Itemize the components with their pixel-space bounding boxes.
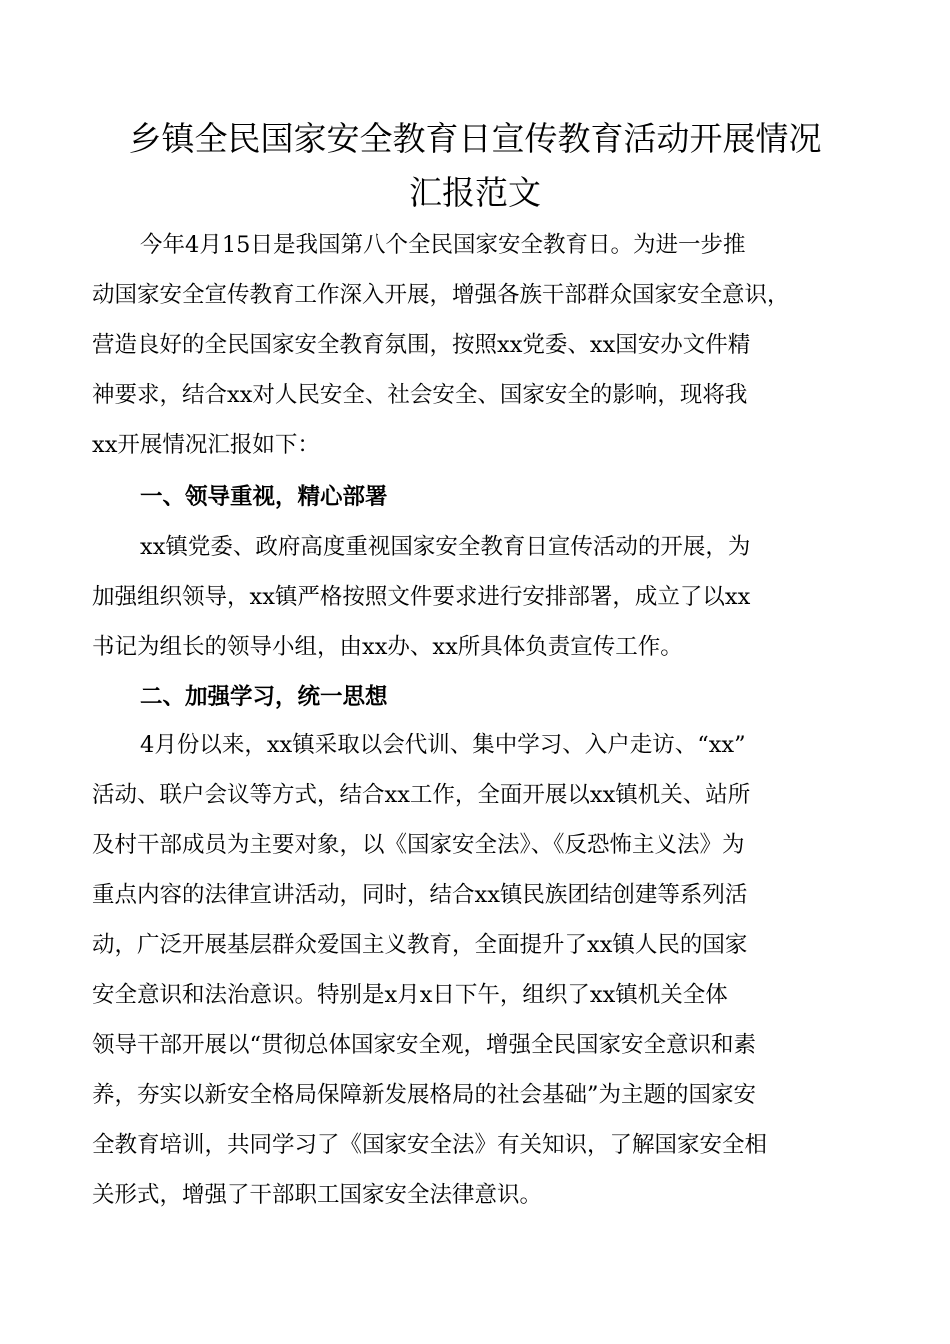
paragraph-line: 4月份以来，xx镇采取以会代训、集中学习、入户走访、“xx” <box>140 732 746 758</box>
paragraph-line: 神要求，结合xx对人民安全、社会安全、国家安全的影响，现将我 <box>92 382 748 408</box>
section-1-heading: 一、领导重视，精心部署 <box>140 484 388 510</box>
paragraph-line: 书记为组长的领导小组，由xx办、xx所具体负责宣传工作。 <box>92 634 683 660</box>
paragraph-line: 加强组织领导，xx镇严格按照文件要求进行安排部署，成立了以xx <box>92 584 751 610</box>
section-2-paragraph <box>92 720 872 1220</box>
document-title <box>60 112 890 220</box>
paragraph-line: 安全意识和法治意识。特别是x月x日下午，组织了xx镇机关全体 <box>92 982 728 1008</box>
intro-paragraph <box>92 220 872 470</box>
paragraph-line: 动，广泛开展基层群众爱国主义教育，全面提升了xx镇人民的国家 <box>92 932 748 958</box>
paragraph-line: 全教育培训，共同学习了《国家安全法》有关知识，了解国家安全相 <box>92 1132 768 1158</box>
paragraph-line: 养，夯实以新安全格局保障新发展格局的社会基础”为主题的国家安 <box>92 1082 757 1108</box>
section-2-heading: 二、加强学习，统一思想 <box>140 684 388 710</box>
paragraph-line: 重点内容的法律宣讲活动，同时，结合xx镇民族团结创建等系列活 <box>92 882 748 908</box>
title-line-1: 乡镇全民国家安全教育日宣传教育活动开展情况 <box>128 119 822 158</box>
paragraph-line: 动国家安全宣传教育工作深入开展，增强各族干部群众国家安全意识， <box>92 282 790 308</box>
paragraph-line: 及村干部成员为主要对象，以《国家安全法》、《反恐怖主义法》为 <box>92 832 745 858</box>
paragraph-line: 活动、联户会议等方式，结合xx工作，全面开展以xx镇机关、站所 <box>92 782 751 808</box>
paragraph-line: 关形式，增强了干部职工国家安全法律意识。 <box>92 1182 543 1208</box>
paragraph-line: xx开展情况汇报如下： <box>92 432 320 458</box>
paragraph-line: 领导干部开展以“贯彻总体国家安全观，增强全民国家安全意识和素 <box>92 1032 757 1058</box>
section-1-paragraph <box>92 522 872 672</box>
paragraph-line: xx镇党委、政府高度重视国家安全教育日宣传活动的开展，为 <box>140 534 751 560</box>
paragraph-line: 营造良好的全民国家安全教育氛围，按照xx党委、xx国安办文件精 <box>92 332 751 358</box>
title-line-2: 汇报范文 <box>409 173 541 212</box>
paragraph-line: 今年4月15日是我国第八个全民国家安全教育日。为进一步推 <box>140 232 746 258</box>
